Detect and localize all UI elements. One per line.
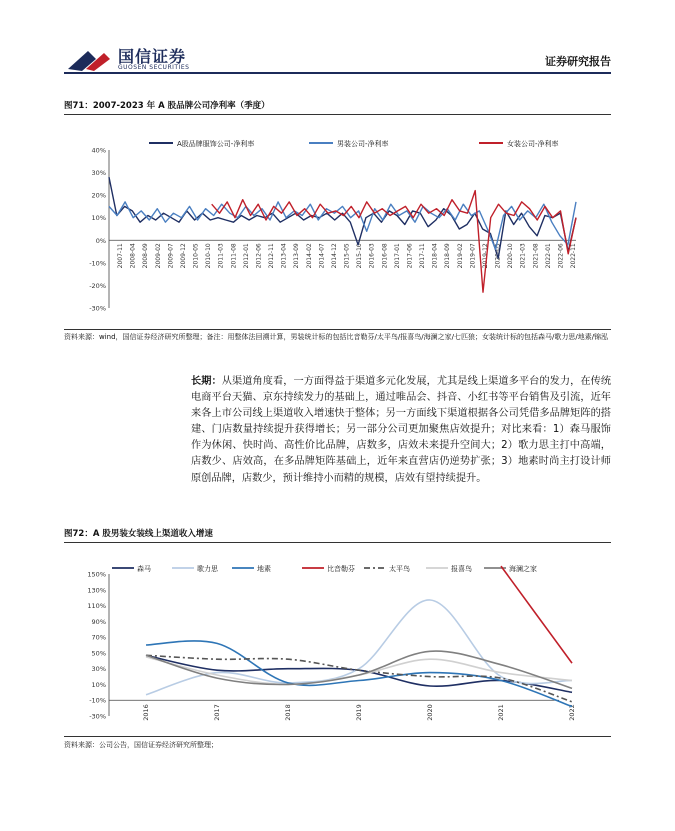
- figure72-axes: [87, 571, 576, 721]
- x-tick-label: 2012-01: [242, 243, 250, 269]
- figure71-title: 图71：2007-2023 年 A 股品牌公司净利率（季度）: [64, 101, 270, 111]
- y-tick-label: 0%: [95, 236, 106, 245]
- x-tick-label: 2009-07: [167, 243, 175, 269]
- x-tick-label: 2019-12: [481, 243, 489, 269]
- figure72-legend: [112, 564, 537, 573]
- long-term-paragraph: [191, 374, 611, 487]
- x-tick-label: 2019-02: [456, 243, 464, 269]
- x-tick-label: 2009-02: [154, 243, 162, 269]
- x-tick-label: 2015-10: [356, 243, 364, 269]
- legend-label: A股品牌服饰公司-净利率: [177, 140, 255, 148]
- x-tick-label: 2014-02: [305, 243, 313, 269]
- x-tick-label: 2018: [284, 704, 292, 721]
- figure72-top-rule: [64, 542, 611, 543]
- y-tick-label: 30%: [91, 169, 106, 178]
- x-tick-label: 2017-06: [406, 243, 414, 269]
- legend-label: 比音勒芬: [327, 565, 355, 573]
- y-tick-label: 40%: [91, 146, 106, 155]
- report-type-label: 证券研究报告: [545, 55, 611, 68]
- series-line: [146, 655, 572, 702]
- figure71-legend: [149, 139, 559, 148]
- x-tick-label: 2011-03: [217, 243, 225, 269]
- y-tick-label: -10%: [89, 259, 106, 268]
- x-tick-label: 2012-06: [255, 243, 263, 269]
- logo-chinese-name: 国信证券: [118, 47, 187, 66]
- x-tick-label: 2009-12: [179, 243, 187, 269]
- x-tick-label: 2022-06: [557, 243, 565, 269]
- figure71-bottom-rule: [64, 329, 611, 330]
- x-tick-label: 2017-11: [419, 243, 426, 269]
- x-tick-label: 2013-09: [293, 243, 301, 269]
- figure72-series: [146, 566, 572, 706]
- figure71-axes: [89, 147, 577, 313]
- x-tick-label: 2013-04: [280, 243, 288, 269]
- legend-label: 海澜之家: [509, 565, 537, 573]
- x-tick-label: 2019: [355, 704, 363, 721]
- x-tick-label: 2021: [497, 704, 505, 721]
- legend-label: 男装公司-净利率: [337, 140, 389, 148]
- x-tick-label: 2010-10: [205, 243, 213, 269]
- figure71-chart: [64, 124, 611, 329]
- x-tick-label: 2019-07: [469, 243, 477, 269]
- series-line: [109, 202, 576, 249]
- y-tick-label: 110%: [87, 602, 106, 611]
- x-tick-label: 2008-09: [142, 243, 150, 269]
- y-tick-label: -10%: [89, 696, 106, 705]
- y-tick-label: 90%: [91, 617, 106, 626]
- x-tick-label: 2011-08: [230, 243, 238, 269]
- x-tick-label: 2015-05: [343, 243, 351, 269]
- x-tick-label: 2017-01: [393, 243, 401, 269]
- x-tick-label: 2020-05: [494, 243, 502, 269]
- x-tick-label: 2007-11: [117, 243, 124, 269]
- x-tick-label: 2022-11: [570, 243, 577, 269]
- figure71-top-rule: [64, 114, 611, 115]
- figure72-title: 图72：A 股男装女装线上渠道收入增速: [64, 529, 213, 539]
- figure72-bottom-rule: [64, 736, 611, 737]
- x-tick-label: 2010-05: [192, 243, 200, 269]
- legend-label: 森马: [137, 565, 151, 573]
- y-tick-label: 30%: [91, 665, 106, 674]
- legend-label: 地素: [257, 565, 271, 573]
- header-divider: [64, 72, 611, 74]
- x-tick-label: 2008-04: [129, 243, 137, 269]
- paragraph-text: 从渠道角度看，一方面得益于渠道多元化发展，尤其是线上渠道多平台的发力，在传统电商平台天猫、京东持续发力的基础上，通过唯品会、抖音、小红书等平台销售及引流，近年来各上市公司线上渠道收入增速快于整体；另一方面线下渠道根据各公司凭借多品牌矩阵的搭建、门店数量持续提升获得增长；另一部分公司更加聚焦店效提升；对比来看：1）森马服饰作为休闲、快时尚、高性价比品牌，店数多，店效未来提升空间大；2）歌力思主打中高端，店数少、店效高，在多品牌矩阵基础上，近年来直营店仍逆势扩张；3）地素时尚主打设计师原创品牌，店数少，预计维持小而精的规模，店效有望持续提升。: [191, 376, 612, 484]
- y-tick-label: -30%: [89, 304, 106, 313]
- x-tick-label: 2020: [426, 704, 434, 721]
- y-tick-label: 150%: [87, 570, 106, 579]
- figure71-source: 资料来源：wind，国信证券经济研究所整理；备注：用整体法回溯计算，男装统计标的包括比音勒芬/太平鸟/报喜鸟/海澜之家/七匹狼；女装统计标的包括森马/歌力思/地素/锦泓: [64, 333, 609, 341]
- page-header: [0, 0, 675, 80]
- x-tick-label: 2022-01: [544, 243, 552, 269]
- series-line: [212, 191, 576, 293]
- x-tick-label: 2016-08: [381, 243, 389, 269]
- x-tick-label: 2016-03: [368, 243, 376, 269]
- x-tick-label: 2014-07: [318, 243, 326, 269]
- x-tick-label: 2014-12: [330, 243, 338, 269]
- logo-english-name: GUOSEN SECURITIES: [118, 64, 190, 71]
- x-tick-label: 2022: [568, 704, 576, 721]
- figure72-chart: [64, 550, 611, 738]
- y-tick-label: 70%: [91, 633, 106, 642]
- guosen-logo-icon: [66, 47, 112, 73]
- y-tick-label: 10%: [91, 214, 106, 223]
- y-tick-label: 20%: [91, 191, 106, 200]
- y-tick-label: 130%: [87, 586, 106, 595]
- paragraph-lead: 长期：: [191, 376, 222, 387]
- x-tick-label: 2016: [142, 704, 150, 721]
- x-tick-label: 2018-04: [431, 243, 439, 269]
- figure72-source: 资料来源：公司公告，国信证券经济研究所整理；: [64, 741, 218, 749]
- y-tick-label: -20%: [89, 281, 106, 290]
- legend-label: 歌力思: [197, 565, 218, 573]
- x-tick-label: 2020-10: [507, 243, 515, 269]
- y-tick-label: 50%: [91, 649, 106, 658]
- x-tick-label: 2017: [213, 704, 221, 721]
- legend-label: 女装公司-净利率: [507, 140, 559, 148]
- x-tick-label: 2012-11: [268, 243, 275, 269]
- x-tick-label: 2018-09: [444, 243, 452, 269]
- y-tick-label: 10%: [91, 680, 106, 689]
- x-tick-label: 2021-03: [519, 243, 527, 269]
- x-tick-label: 2021-08: [532, 243, 540, 269]
- legend-label: 报喜鸟: [451, 565, 472, 573]
- legend-label: 太平鸟: [389, 565, 410, 573]
- series-line: [501, 566, 572, 663]
- y-tick-label: -30%: [89, 712, 106, 721]
- figure71-series: [109, 177, 576, 292]
